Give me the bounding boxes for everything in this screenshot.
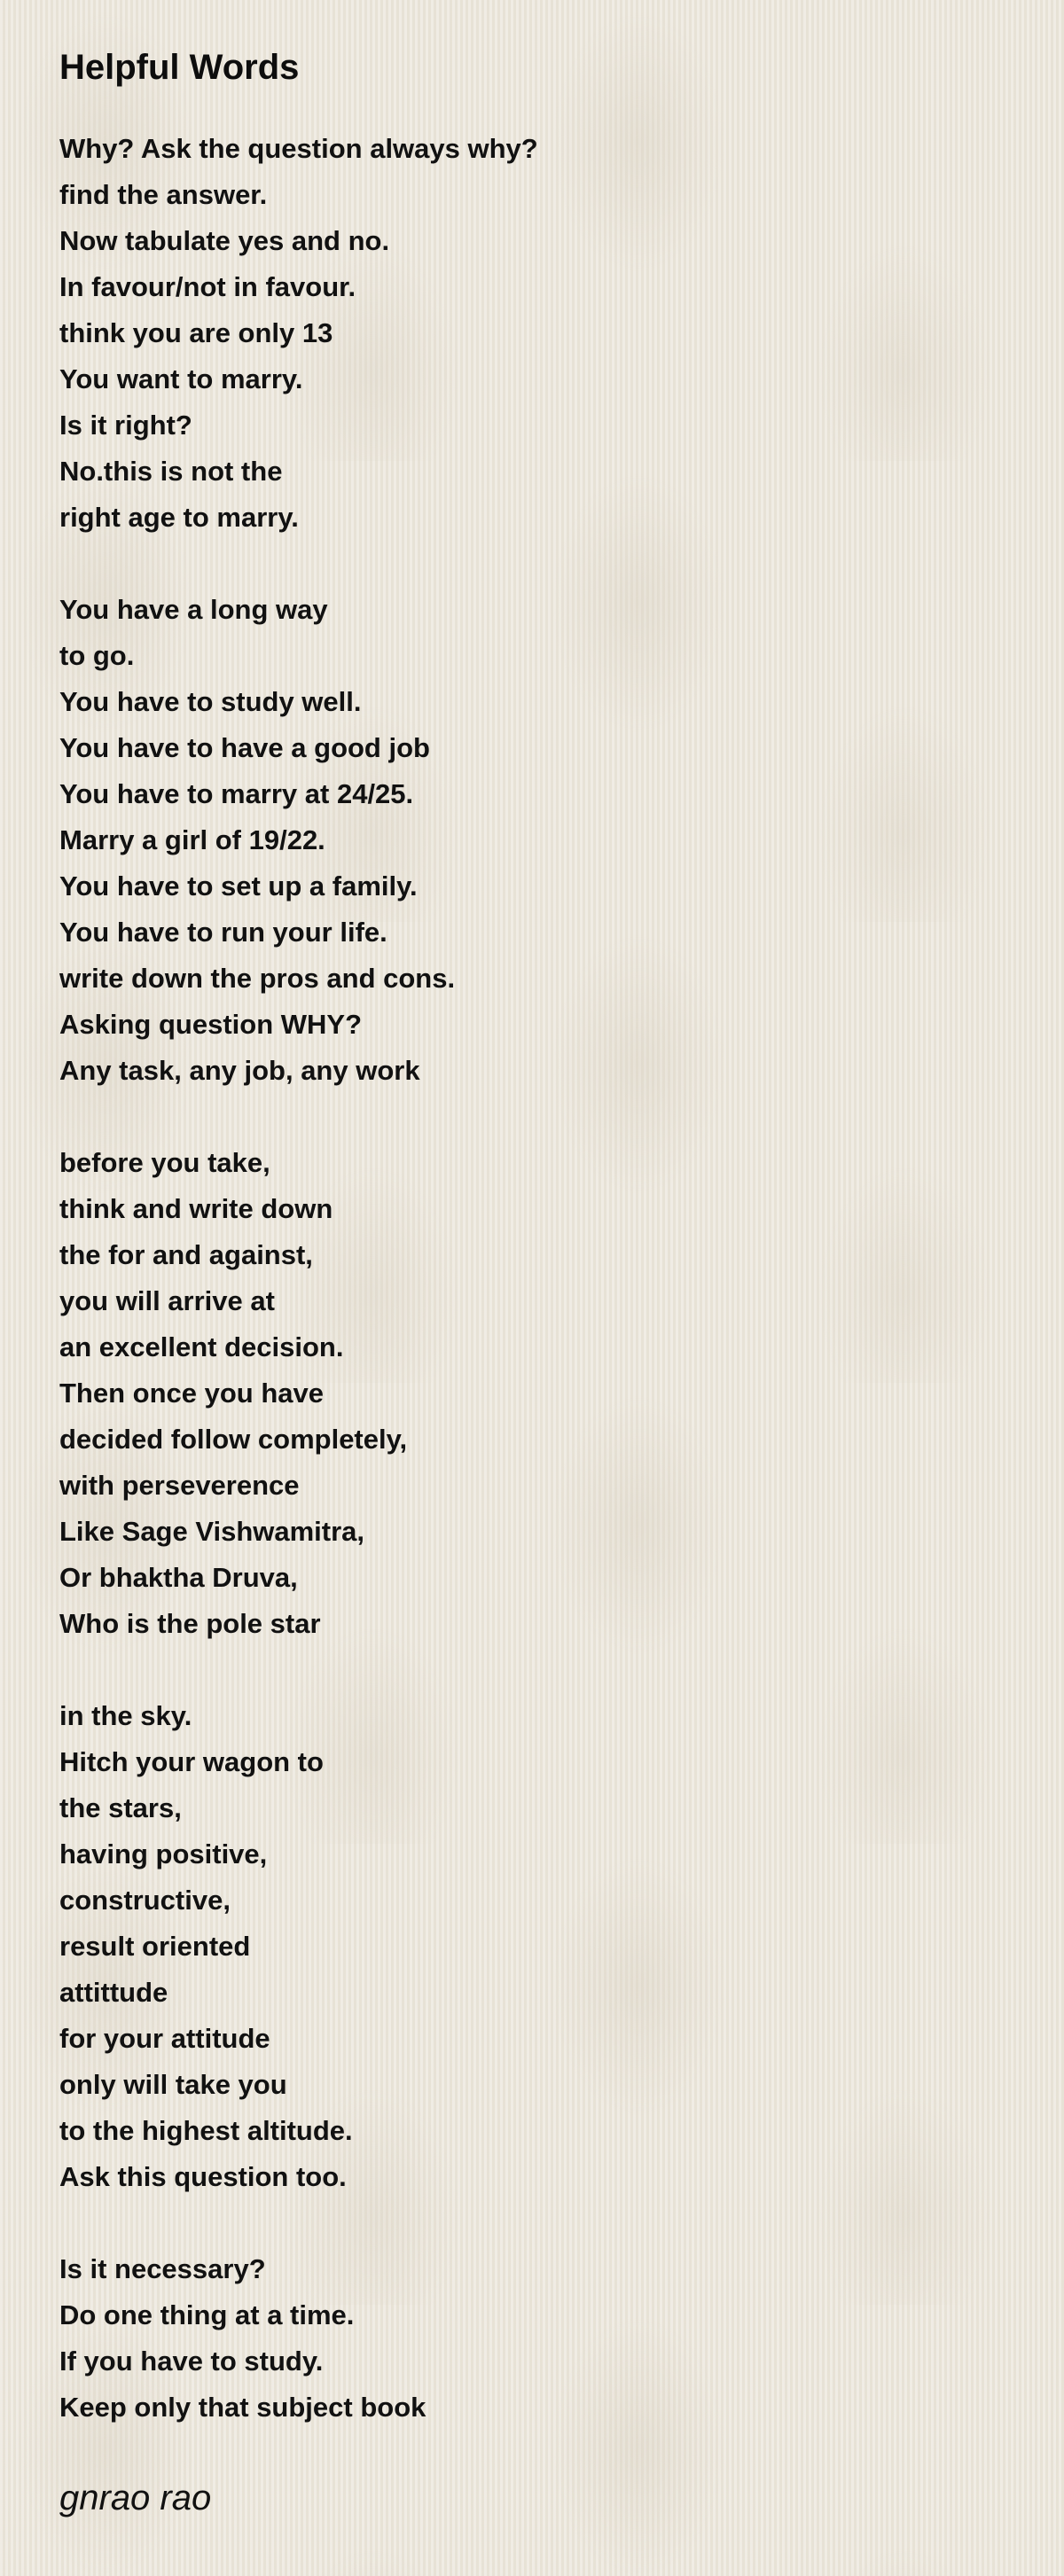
poem-line: think and write down bbox=[59, 1193, 333, 1224]
poem-line: Keep only that subject book bbox=[59, 2392, 426, 2423]
poem-line: You have a long way bbox=[59, 594, 328, 625]
poem-line: Now tabulate yes and no. bbox=[59, 225, 390, 256]
poem-line: You want to marry. bbox=[59, 363, 303, 394]
poem-line: Do one thing at a time. bbox=[59, 2299, 355, 2330]
poem-line: If you have to study. bbox=[59, 2346, 324, 2377]
poem-line: find the answer. bbox=[59, 179, 268, 210]
poem-container bbox=[59, 46, 999, 2519]
poem-line: constructive, bbox=[59, 1885, 231, 1916]
stanza-1 bbox=[59, 126, 999, 541]
poem-line: Is it right? bbox=[59, 410, 192, 441]
poem-line: You have to run your life. bbox=[59, 917, 387, 948]
poem-line: write down the pros and cons. bbox=[59, 963, 456, 994]
poem-line: decided follow completely, bbox=[59, 1424, 408, 1455]
poem-line: You have to set up a family. bbox=[59, 870, 418, 902]
poem-line: you will arrive at bbox=[59, 1285, 275, 1316]
poem-line: Like Sage Vishwamitra, bbox=[59, 1516, 365, 1547]
poem-author: gnrao rao bbox=[59, 2478, 212, 2517]
poem-line: in the sky. bbox=[59, 1700, 192, 1731]
poem-line: with perseverence bbox=[59, 1470, 300, 1501]
poem-line: Marry a girl of 19/22. bbox=[59, 824, 325, 855]
poem-body bbox=[59, 126, 999, 2431]
poem-line: Ask this question too. bbox=[59, 2161, 347, 2192]
poem-line: only will take you bbox=[59, 2069, 287, 2100]
poem-line: Who is the pole star bbox=[59, 1608, 321, 1639]
poem-line: You have to marry at 24/25. bbox=[59, 778, 414, 809]
poem-line: to go. bbox=[59, 640, 135, 671]
poem-line: Why? Ask the question always why? bbox=[59, 133, 538, 164]
poem-line: to the highest altitude. bbox=[59, 2115, 353, 2146]
poem-line: result oriented bbox=[59, 1931, 251, 1962]
poem-line: Asking question WHY? bbox=[59, 1009, 362, 1040]
poem-line: Or bhaktha Druva, bbox=[59, 1562, 298, 1593]
poem-line: the for and against, bbox=[59, 1239, 313, 1270]
poem-line: having positive, bbox=[59, 1838, 268, 1870]
poem-line: for your attitude bbox=[59, 2023, 270, 2054]
poem-line: before you take, bbox=[59, 1147, 270, 1178]
poem-line: Then once you have bbox=[59, 1378, 325, 1409]
poem-title: Helpful Words bbox=[59, 48, 300, 87]
poem-line: You have to have a good job bbox=[59, 732, 430, 763]
poem-line: attittude bbox=[59, 1977, 168, 2008]
poem-line: No.this is not the bbox=[59, 456, 283, 487]
poem-line: You have to study well. bbox=[59, 686, 362, 717]
stanza-3 bbox=[59, 1140, 999, 1647]
stanza-4 bbox=[59, 1693, 999, 2200]
stanza-5 bbox=[59, 2246, 999, 2431]
poem-line: an excellent decision. bbox=[59, 1331, 344, 1362]
poem-line: the stars, bbox=[59, 1792, 182, 1823]
poem-line: Any task, any job, any work bbox=[59, 1055, 420, 1086]
poem-line: Is it necessary? bbox=[59, 2253, 266, 2284]
poem-line: right age to marry. bbox=[59, 502, 299, 533]
poem-line: Hitch your wagon to bbox=[59, 1746, 324, 1777]
stanza-2 bbox=[59, 587, 999, 1094]
poem-line: think you are only 13 bbox=[59, 317, 333, 348]
poem-line: In favour/not in favour. bbox=[59, 271, 356, 302]
